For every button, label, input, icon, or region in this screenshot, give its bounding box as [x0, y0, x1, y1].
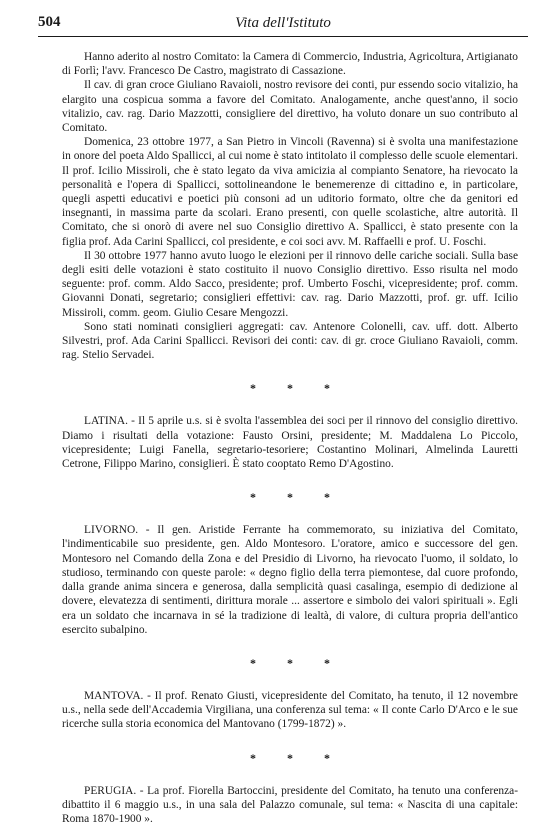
- paragraph: PERUGIA. - La prof. Fiorella Bartoccini, presidente del Comitato, ha tenuto una conferenza-dibattito il 6 maggio u.s., in una sala del Palazzo comunale, sul tema: « Nascita di una capitale: Roma 1870-1900 ».: [62, 784, 518, 825]
- section-mantova: [62, 689, 518, 732]
- page-header: [38, 14, 528, 38]
- paragraph: Sono stati nominati consiglieri aggregati: cav. Antenore Colonelli, cav. uff. dott. Alberto Silvestri, prof. Ada Carini Spallicci. Revisori dei conti: cav. di gr. croce Giuliano Ravaioli, comm. rag. Stelio Servadei.: [62, 320, 518, 362]
- section-separator: * * *: [250, 381, 344, 396]
- page-number: 504: [38, 14, 61, 30]
- paragraph: LIVORNO. - Il gen. Aristide Ferrante ha commemorato, su iniziativa del Comitato, l'indimenticabile suo presidente, gen. Aldo Montesoro. L'oratore, amico e successore del gen. Montesoro nel Comando della Zona e del Presidio di Livorno, ha rievocato l'uomo, il soldato, lo studioso, terminando con queste parole: « degno figlio della terra piemontese, dal cuore profondo, dalla grande anima sincera e generosa, dalla semplicità quasi casalinga, esempio di dedizione al dovere, elevatezza di sentimenti, dirittura morale ... assertore e simbolo dei valori spirituali ». Egli era un soldato che incarnava in sé la tradizione di lealtà, di valore, di cultura propria dell'antico esercito subalpino.: [62, 524, 518, 636]
- paragraph: Domenica, 23 ottobre 1977, a San Pietro in Vincoli (Ravenna) si è svolta una manifestazione in onore del poeta Aldo Spallicci, al cui nome è stato intitolato il complesso delle scuole elementari. Il prof. Icilio Missiroli, che è stato legato da viva amicizia al compianto Senatore, ha rievocato la personalità e l'opera di Spallicci, sottolineandone le benemerenze di cittadino e, in particolare, quegli aspetti educativi e poetici più consoni ad un uditorio formato, oltre che da genitori ed insegnanti, in massima parte da scolari. Erano presenti, con quelle scolastiche, altre autorità. Il Comitato, che si onorò di avere nel suo Consiglio direttivo A. Spallicci, è stato presente con la figlia prof. Ada Carini Spallicci, col presidente, e coi soci avv. M. Raffaelli e prof. U. Foschi.: [62, 136, 518, 248]
- section-separator: * * *: [250, 490, 344, 505]
- paragraph: Il cav. di gran croce Giuliano Ravaioli, nostro revisore dei conti, pur essendo socio vitalizio, ha elargito una cospicua somma a favore del Comitato. Analogamente, anche quest'anno, il socio vitalizio, cav. rag. Dario Mazzotti, consigliere del direttivo, ha voluto donare un suo contributo al Comitato.: [62, 79, 518, 135]
- article-body: [62, 50, 518, 826]
- running-title: Vita dell'Istituto: [235, 15, 331, 31]
- section-perugia: [62, 784, 518, 827]
- section-livorno: [62, 523, 518, 637]
- paragraph: Hanno aderito al nostro Comitato: la Camera di Commercio, Industria, Agricoltura, Artigianato di Forlì; l'avv. Francesco De Castro, magistrato di Cassazione.: [62, 51, 519, 78]
- section-latina: [62, 414, 518, 471]
- section-separator: * * *: [250, 655, 344, 670]
- section-forli: [62, 50, 518, 362]
- section-separator: * * *: [250, 750, 344, 765]
- paragraph: Il 30 ottobre 1977 hanno avuto luogo le elezioni per il rinnovo delle cariche sociali. Sulla base degli esiti delle votazioni è stato costituito il nuovo Consiglio direttivo. Esso risulta nel modo seguente: prof. comm. Aldo Sacco, presidente; prof. Umberto Foschi, vicepresidente; prof. comm. Giovanni Donati, segretario; consiglieri effettivi: cav. rag. Dario Mazzotti, prof. gr. uff. Icilio Missiroli, comm. geom. Giulio Cesare Mengozzi.: [62, 249, 518, 319]
- header-rule: [38, 36, 528, 37]
- paragraph: MANTOVA. - Il prof. Renato Giusti, vicepresidente del Comitato, ha tenuto, il 12 novembre u.s., nella sede dell'Accademia Virgiliana, una conferenza sul tema: « Il conte Carlo D'Arco e le sue ricerche sulla storia economica del Mantovano (1799-1872) ».: [62, 689, 518, 731]
- paragraph: LATINA. - Il 5 aprile u.s. si è svolta l'assemblea dei soci per il rinnovo del consiglio direttivo. Diamo i risultati della votazione: Fausto Orsini, presidente; M. Maddalena Lo Piccolo, vicepresidente; Luigi Fanella, segretario-tesoriere; Costantino Molinari, Almelinda Lauretti Cetrone, Filippo Marino, consiglieri. È stato cooptato Remo D'Agostino.: [62, 415, 518, 471]
